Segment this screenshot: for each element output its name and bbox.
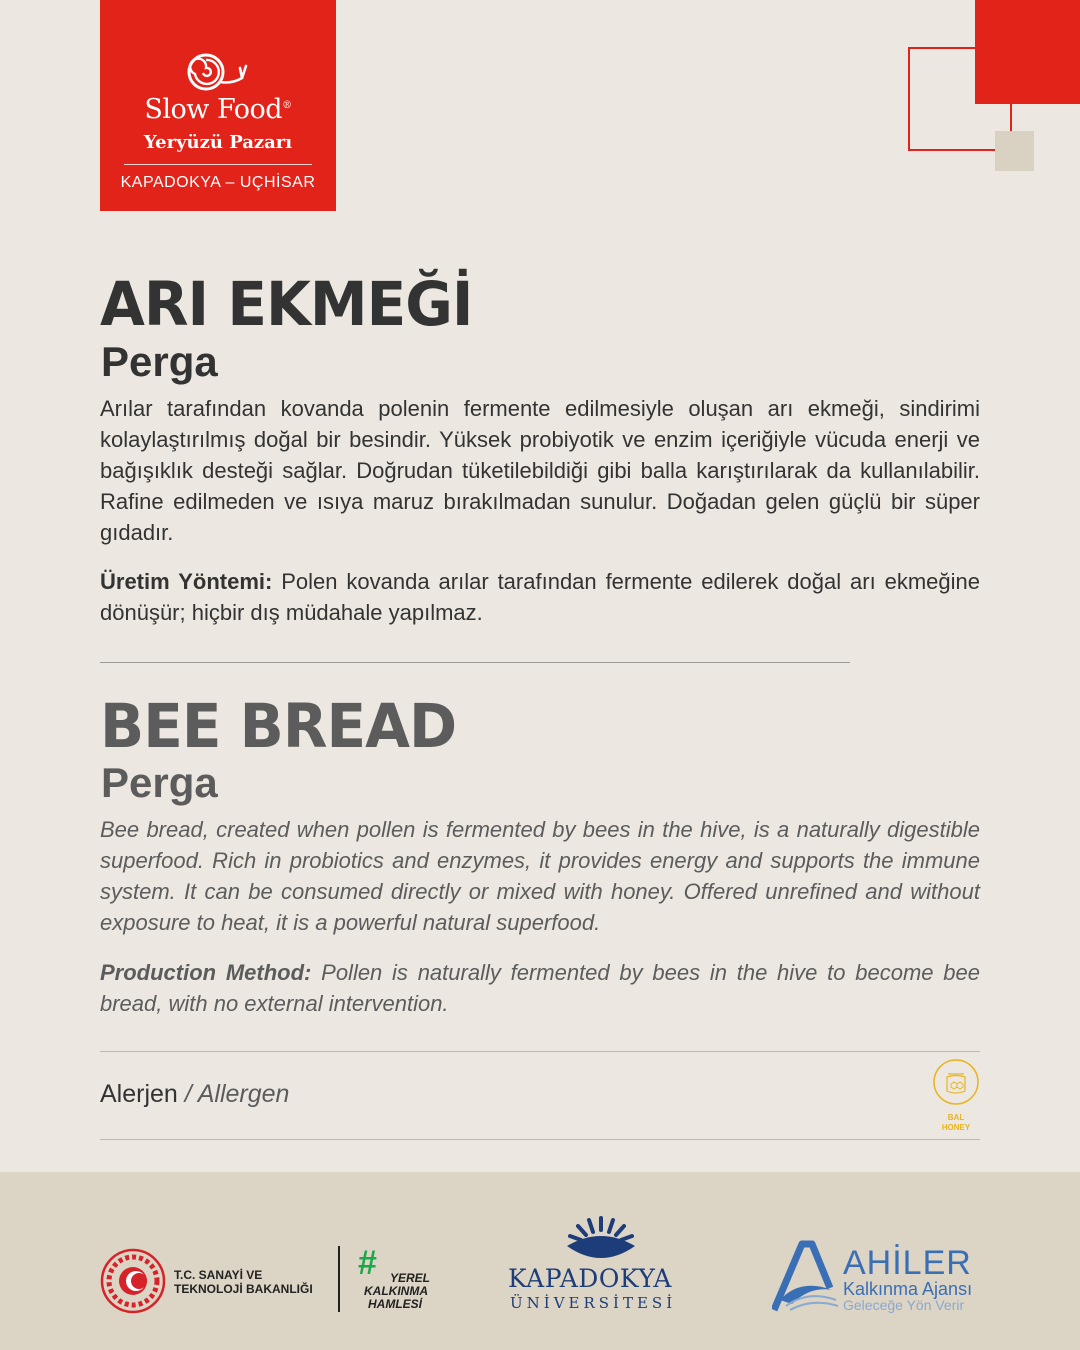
method-text-turkish: Polen kovanda arılar tarafından fermente edilerek doğal arı ekmeğine dönüşür; hiçbir dış müdahale yapılmaz.	[100, 569, 980, 625]
ahiler-emblem-icon	[772, 1240, 842, 1312]
university-name: KAPADOKYA	[508, 1264, 672, 1293]
agency-name: AHİLER	[843, 1244, 972, 1282]
allergen-top-rule	[100, 1051, 980, 1052]
honey-label-tr: BAL	[947, 1113, 965, 1122]
brand-subtitle: Yeryüzü Pazarı	[143, 132, 293, 153]
method-text-english: Pollen is naturally fermented by bees in the hive to become bee bread, with no external intervention.	[100, 960, 980, 1016]
university-emblem-icon	[563, 1210, 639, 1268]
allergen-bottom-rule	[100, 1139, 980, 1140]
method-label-english: Production Method:	[100, 960, 312, 985]
ministry-name: T.C. SANAYİ VE TEKNOLOJİ BAKANLIĞI	[174, 1268, 313, 1296]
footer	[0, 1172, 1080, 1350]
slow-food-logo	[100, 0, 336, 211]
method-turkish	[100, 566, 980, 628]
subtitle-english: Perga	[101, 759, 218, 806]
agency-slogan: Geleceğe Yön Verir	[843, 1297, 965, 1313]
snail-icon	[186, 52, 250, 92]
honey-label-en: HONEY	[941, 1123, 971, 1132]
footer-divider	[338, 1246, 340, 1312]
ministry-emblem-icon	[100, 1248, 166, 1314]
agency-subname: Kalkınma Ajansı	[843, 1279, 973, 1299]
description-english: Bee bread, created when pollen is fermented by bees in the hive, is a naturally digestible superfood. Rich in probiotics and enzymes, it provides energy and supports the immune system. It can be consumed directly or mixed with honey. Offered unrefined and without exposure to heat, it is a powerful natural superfood.	[100, 817, 980, 935]
brand-location: KAPADOKYA – UÇHİSAR	[120, 174, 316, 191]
brand-name: Slow Food®	[144, 94, 292, 125]
brand-divider	[124, 164, 312, 165]
title-english: BEE BREAD	[100, 690, 457, 762]
university-subname: ÜNİVERSİTESİ	[510, 1294, 677, 1312]
hashtag-icon: #	[358, 1244, 377, 1282]
subtitle-turkish: Perga	[101, 338, 218, 385]
campaign-name: YEREL KALKINMA HAMLESİ	[364, 1271, 431, 1311]
section-divider	[100, 662, 850, 663]
description-turkish: Arılar tarafından kovanda polenin fermente edilmesiyle oluşan arı ekmeği, sindirimi kolaylaştırılmış doğal bir besindir. Yüksek probiyotik ve enzim içeriğiyle vücuda enerji ve bağışıklık desteği sağlar. Doğrudan tüketilebildiği gibi balla karıştırılarak da kullanılabilir. Rafine edilmeden ve ısıya maruz bırakılmadan sunulur. Doğadan gelen güçlü bir süper gıdadır.	[100, 396, 980, 545]
allergen-label: Alerjen / Allergen	[100, 1080, 290, 1108]
title-turkish: ARI EKMEĞİ	[100, 268, 473, 340]
decor-beige-square	[995, 131, 1034, 171]
honey-jar-icon	[932, 1058, 980, 1106]
method-english	[100, 957, 980, 1019]
method-label-turkish: Üretim Yöntemi:	[100, 569, 273, 594]
